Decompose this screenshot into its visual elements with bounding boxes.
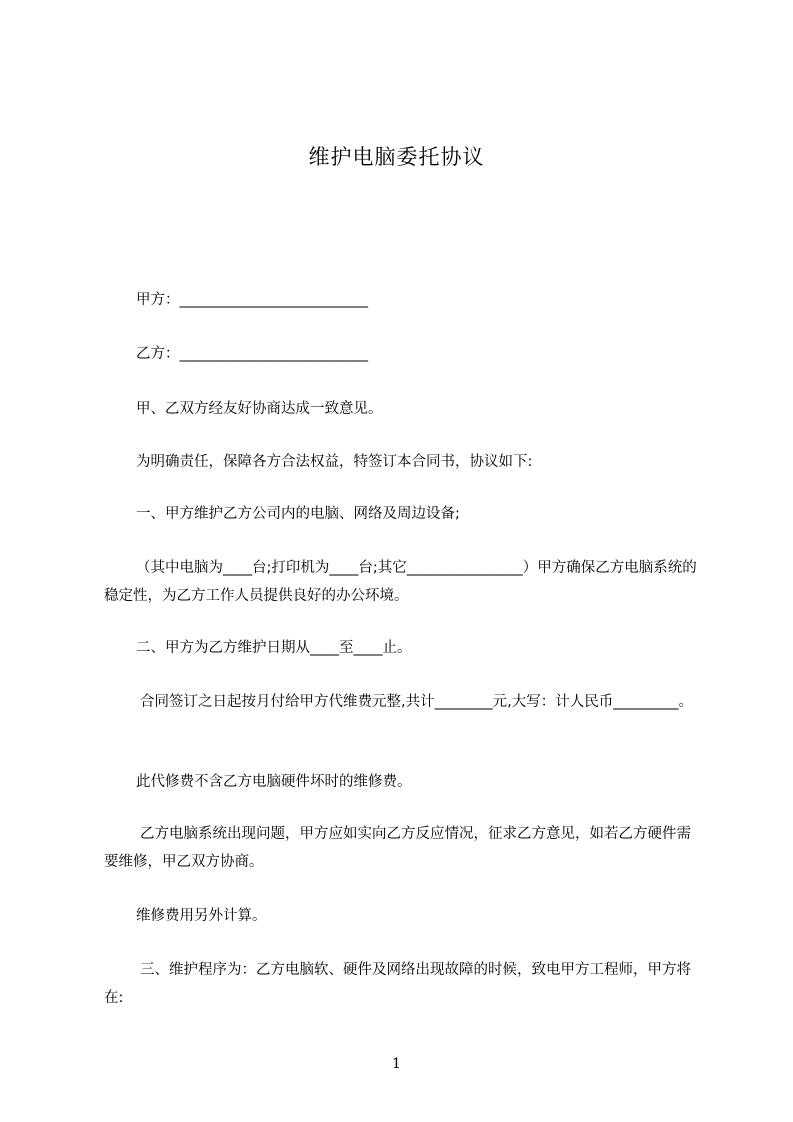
clause-2-fee: 合同签订之日起按月付给甲方代维费元整,共计________元,大写：计人民币_________。: [140, 694, 693, 710]
page-number: 1: [392, 1056, 401, 1072]
clause-3-heading: 三、维护程序为：乙方电脑软、硬件及网络出现故障的时候，致电甲方工程师，甲方将在:: [104, 962, 691, 1006]
clause-2-repair-cost: 维修费用另外计算。: [136, 908, 267, 924]
clause-2-heading: 二、甲方为乙方维护日期从____至____止。: [136, 640, 412, 656]
clause-1-heading: 一、甲方维护乙方公司内的电脑、网络及周边设备;: [136, 506, 460, 522]
document-title: 维护电脑委托协议: [308, 145, 485, 169]
paragraph-agreement: 甲、乙双方经友好协商达成一致意见。: [136, 401, 383, 417]
clause-2-exclusion: 此代修费不含乙方电脑硬件坏时的维修费。: [136, 774, 412, 790]
clause-2-hardware: 乙方电脑系统出现问题，甲方应如实向乙方反应情况，征求乙方意见，如若乙方硬件需要维修，甲乙双方协商。: [104, 826, 691, 870]
party-a-line: 甲方：__________________________: [136, 292, 368, 308]
clause-1-detail: （其中电脑为____台;打印机为____台;其它________________）甲方确保乙方电脑系统的稳定性，为乙方工作人员提供良好的办公环境。: [104, 560, 697, 604]
party-b-line: 乙方：__________________________: [136, 346, 368, 362]
paragraph-purpose: 为明确责任，保障各方合法权益，特签订本合同书，协议如下:: [136, 454, 533, 470]
